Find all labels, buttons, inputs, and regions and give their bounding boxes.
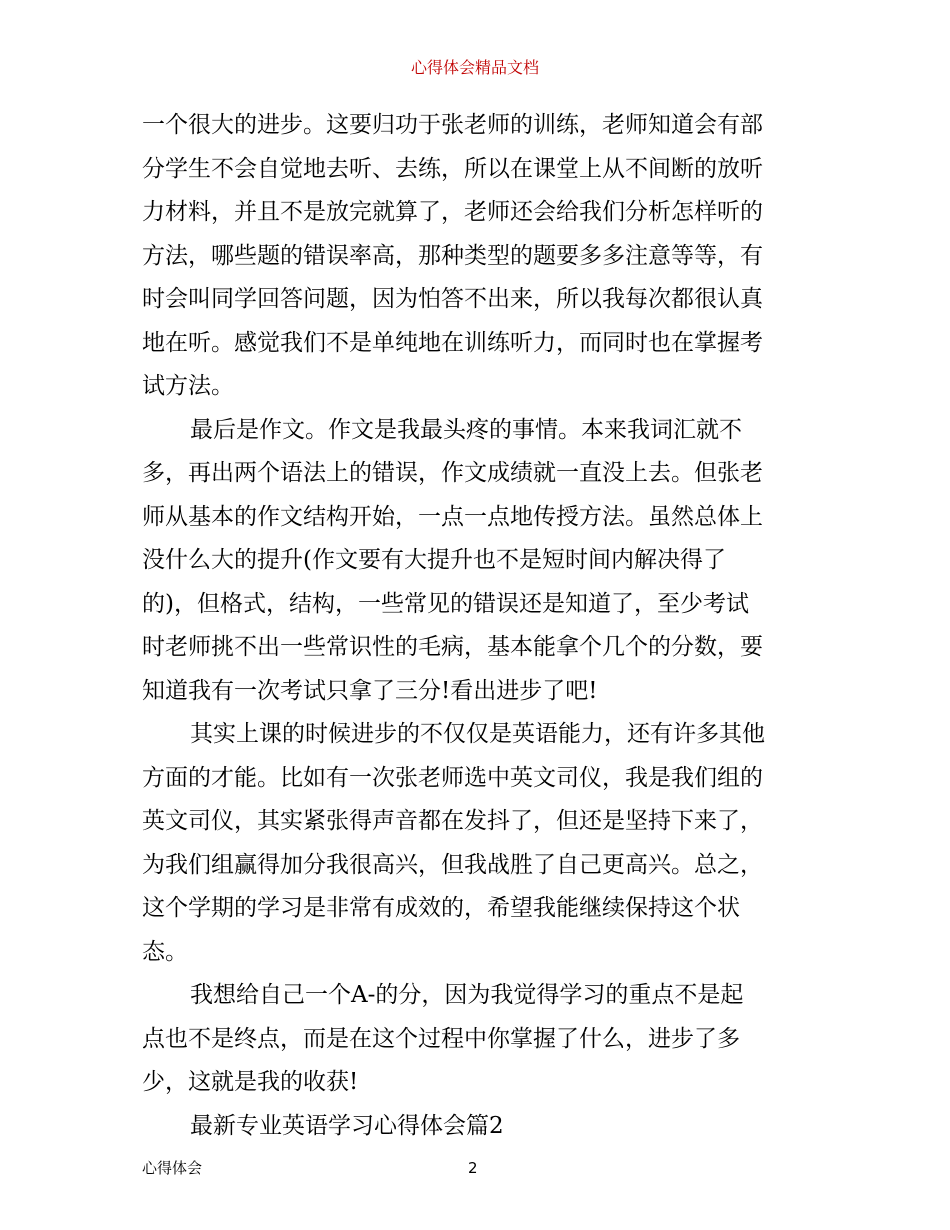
text-line: 方法，哪些题的错误率高，那种类型的题要多多注意等等，有 [142,242,763,269]
text-line: 多，再出两个语法上的错误，作文成绩就一直没上去。但张老 [142,460,763,486]
text-line: 时老师挑不出一些常识性的毛病，基本能拿个几个的分数，要 [142,634,763,660]
text-line: 一个很大的进步。这要归功于张老师的训练，老师知道会有部 [142,112,763,138]
text-line: 的)，但格式，结构，一些常见的错误还是知道了，至少考试 [142,590,749,617]
text-line: 试方法。 [142,373,234,399]
text-line: 地在听。感觉我们不是单纯地在训练听力，而同时也在掌握考 [142,329,763,356]
text-line: 态。 [142,938,188,965]
text-line: 力材料，并且不是放完就算了，老师还会给我们分析怎样听的 [142,199,763,225]
text-line: 其实上课的时候进步的不仅仅是英语能力，还有许多其他 [190,721,765,747]
text-line: 师从基本的作文结构开始，一点一点地传授方法。虽然总体上 [142,503,763,530]
footer-label: 心得体会 [142,1159,203,1177]
text-line: 英文司仪，其实紧张得声音都在发抖了，但还是坚持下来了， [142,808,763,834]
text-line: 我想给自己一个A-的分，因为我觉得学习的重点不是起 [190,982,744,1008]
text-line: 为我们组赢得加分我很高兴，但我战胜了自己更高兴。总之， [142,851,763,878]
text-line: 方面的才能。比如有一次张老师选中英文司仪，我是我们组的 [142,764,763,791]
text-line: 少，这就是我的收获! [142,1069,359,1095]
text-line: 分学生不会自觉地去听、去练，所以在课堂上从不间断的放听 [142,155,763,182]
text-line: 没什么大的提升(作文要有大提升也不是短时间内解决得了 [142,547,726,573]
page-number: 2 [468,1159,478,1177]
page-header-title: 心得体会精品文档 [410,58,539,77]
text-line: 这个学期的学习是非常有成效的，希望我能继续保持这个状 [142,895,740,921]
text-line: 时会叫同学回答问题，因为怕答不出来，所以我每次都很认真 [142,286,763,312]
text-line: 最新专业英语学习心得体会篇2 [190,1112,504,1139]
document-body [142,104,814,1148]
text-line: 点也不是终点，而是在这个过程中你掌握了什么，进步了多 [142,1025,740,1052]
text-line: 知道我有一次考试只拿了三分!看出进步了吧! [142,677,598,704]
text-line: 最后是作文。作文是我最头疼的事情。本来我词汇就不 [190,416,742,443]
